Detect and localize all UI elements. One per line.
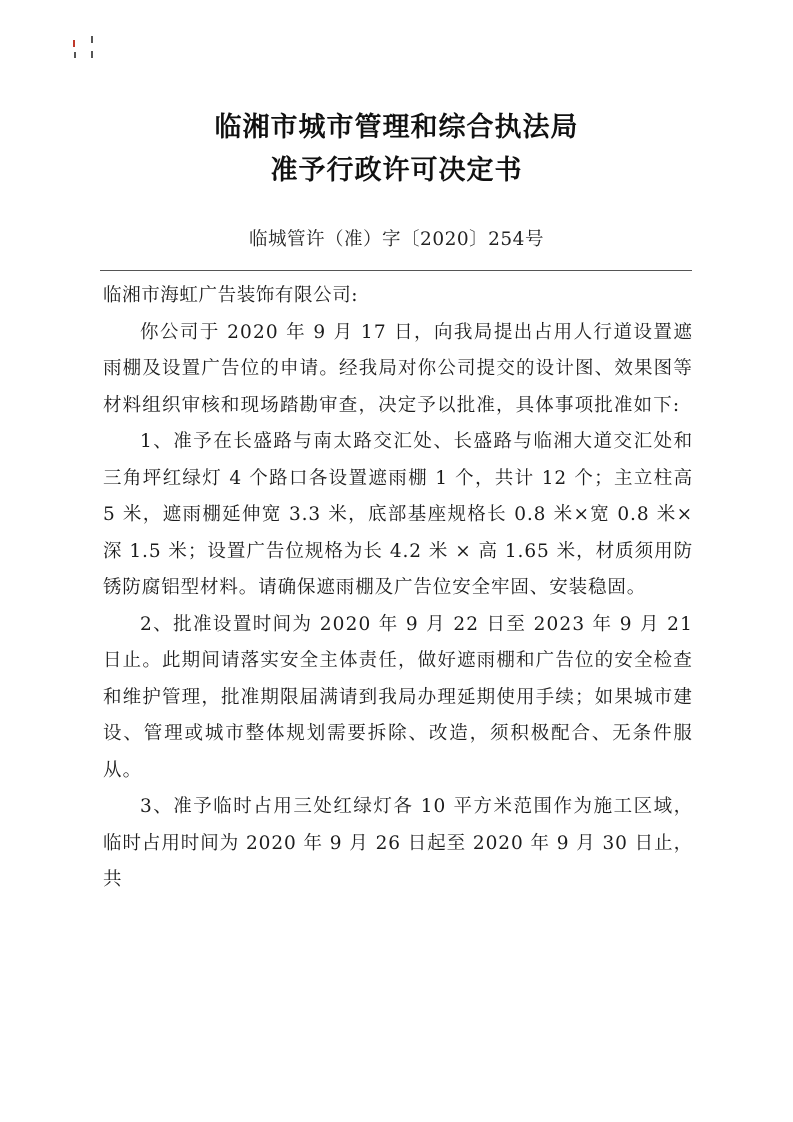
document-number: 临城管许（准）字〔2020〕254号 <box>249 229 544 250</box>
decision-title: 准予行政许可决定书 <box>270 155 523 186</box>
paragraph-intro: 你公司于 2020 年 9 月 17 日，向我局提出占用人行道设置遮雨棚及设置广告位的申请。经我局对你公司提交的设计图、效果图等材料组织审核和现场踏勘审查，决定予以批准，具体事项批准如下: <box>103 321 693 416</box>
paragraph-item-2: 2、批准设置时间为 2020 年 9 月 22 日至 2023 年 9 月 21 日止。此期间请落实安全主体责任，做好遮雨棚和广告位的安全检查和维护管理，批准期限届满请到我局办理延期使用手续；如果城市建设、管理或城市整体规划需要拆除、改造，须积极配合、无条件服从。 <box>103 613 693 781</box>
agency-title: 临湘市城市管理和综合执法局 <box>214 112 579 143</box>
header-divider <box>100 270 692 271</box>
document-body <box>103 278 693 899</box>
addressee: 临湘市海虹广告装饰有限公司: <box>103 285 359 306</box>
corner-marks-icon <box>68 34 108 62</box>
paragraph-item-3: 3、准予临时占用三处红绿灯各 10 平方米范围作为施工区域，临时占用时间为 2020 年 9 月 26 日起至 2020 年 9 月 30 日止，共 <box>103 796 693 890</box>
paragraph-item-1: 1、准予在长盛路与南太路交汇处、长盛路与临湘大道交汇处和三角坪红绿灯 4 个路口各设置遮雨棚 1 个，共计 12 个；主立柱高 5 米，遮雨棚延伸宽 3.3 米，底部基座规格长 0.8 米×宽 0.8 米×深 1.5 米；设置广告位规格为长 4.2 米 × 高 1.65 米，材质须用防锈防腐铝型材料。请确保遮雨棚及广告位安全牢固、安装稳固。 <box>103 431 693 598</box>
